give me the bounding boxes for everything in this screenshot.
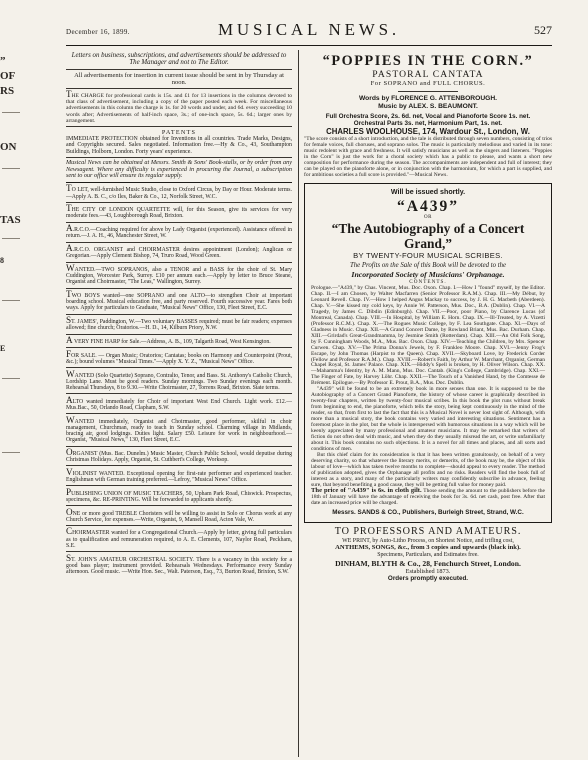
book-title-short: “A439” [397, 198, 459, 216]
page-number: 527 [534, 23, 552, 37]
page-header [66, 20, 552, 42]
drop-letter: T [66, 203, 72, 214]
bleed-rule [2, 168, 20, 169]
divider [66, 222, 292, 223]
divider [66, 242, 292, 243]
book-price-para [311, 488, 545, 507]
contents-list: Prologue.—"A439," by Chas. Vincent, Mus. Doc. Oxon. Chap. I.—How I "found" myself, by the Editor. Chap. II.—I am Chosen, by Walter Macfarren (Senior Professor R.A.M.). Chap. III.—My Début, by Leonard Revell. Chap. IV.—How I helped Angus Mackay to success, by J. H. G. Macbeth (Aberdeen). Chap. V.—She kissed my cold keys, by Annie W. Patterson, Mus. Doc., B.A. (Dublin). Chap. VI.—A Tragedy, by James C. Dibdin (Edinburgh). Chap. VII.—Poor, poor Piano, by Clarence Lucas (of Montreal, Canada). Chap. VIII.—In Hospital, by William E. Horn. Chap. IX.—Ill-Treated, by A. Vizetti (Professor R.C.M.). Chap. X.—The Rogues Music College, by F. Lea Southgate. Chap. XI.—Days of Gladness in Music. Chap. XII.—A Grand Concert Dame, by Rowland Briant, Mus. Bac. Durham. Chap. XIII.—Grirdad's Great-Grandmamma, by Jesmine Smith (Rotterdam). Chap. XIII.—An Old Folk Song, by F. Cunningham Woods, M.A., Mus. Bac. Oxon. Chap. XIV.—Teaching the Children, by Mrs. Spencer Curwen. Chap. XV.—The Prima Donna's Jewels, by F. Frankleo Moore. Chap. XVI.—Jenny Frog's Escape, by John Thomas (Harpist to the Queen). Chap. XVII.—Skyboard Love, by Frederick Corder (Fellow and Professor R.A.M.). Chap. XVIII.—Robert's Faith, by Arthur W. Marchant, Organist, German Chapel Royal, St. James' Palace. Chap. XIX.—Hiddy's Spell is broken, by H. Oliver Wilson. Chap. XX.—Mahamma's Identity, by A. M. Mann, Mus. Doc. Cantab. (King's College, Cambridge). Chap. XXI.—The Finger of Fate, by Harvey Löhr. Chap. XXII.—The Touch of a Vanished Hand, by the Comtesse de Brément. Epilogue.—By Professor E. Prout, B.A., Mus. Doc. Dublin. [311, 285, 545, 387]
drop-letter: O [66, 446, 73, 457]
ad-text: IOLINIST WANTED. Exceptional opening for first-rate performer and experienced teacher. Englishman with German training preferred.—Lefroy, "Musical News" Office. [66, 470, 292, 483]
divider [66, 465, 292, 466]
bleed-fragment: OF [0, 70, 16, 82]
parts-prices: Orchestral Parts 3s. net, Harmonium Part, 1s. net. [353, 120, 503, 128]
drop-letter: T [66, 289, 72, 300]
ad-text: T. JAMES', Paddington, W.—Two voluntary BASSES required; must be fair readers; expenses allowed; fine church; Oratorios.—H. D., 14, Kilburn Priory, N.W. [66, 319, 292, 332]
classified-ad [66, 488, 292, 503]
profits-note: The Profits on the Sale of this Book will be devoted to the [349, 262, 507, 270]
book-authors: BY TWENTY-FOUR MUSICAL SCRIBES. [353, 251, 503, 261]
ad-text: VERY FINE HARP for Sale.—Address, A. B., 109, Talgarth Road, West Kensington. [72, 339, 271, 346]
business-notice: Letters on business, subscriptions, and advertisements should be addressed to The Manager and not to The Editor. [71, 52, 287, 67]
ad-text: ANTED immediately, Organist and Choirmaster, good performer, skilful in choir management, Churchman, ready to teach in Sunday school. Charming village in Midlands, bracing air, good lodgings. Duties light. Salary £50. Leisure for work in neighbourhood.—Organist, "Musical News," 130, Fleet Street, E.C. [66, 418, 292, 444]
drop-letter: S [66, 315, 72, 326]
words-credit: Words by FLORENCE G. ATTENBOROUGH. [358, 95, 498, 102]
insertion-notice: All advertisements for insertion in current issue should be sent in by Thursday at noon. [74, 71, 284, 86]
bleed-fragment: RS [0, 85, 15, 97]
classified-ad [66, 245, 292, 260]
drop-letter: C [66, 526, 73, 537]
publisher-sands: Messrs. SANDS & CO., Publishers, Burleigh Street, Strand, W.C. [332, 509, 524, 517]
divider [66, 505, 292, 506]
column-divider [298, 50, 299, 757]
divider [66, 413, 292, 414]
drop-letter: W [66, 262, 75, 273]
classified-ads [66, 185, 292, 575]
bleed-fragment: ON [0, 141, 17, 153]
cantata-review: "The score consists of a short introduction, and the tale is distributed through seven numbers, consisting of trios for female voices, full choruses, and soprano solos. The music is particularly melodious and varied in its tone: music redolent with grace and freshness. It will satisfy musicians as well as the singers and listeners. "Poppies in the Corn" is just the work for a choral society which has a public to please, and wants a short new composition for performance during the season. The accompaniments are independent and full of interest; they can be played on the pianoforte alone, or in conjunction with the harmonium, for which a part is supplied, and for ambitious societies a full score is provided."—Musical News. [304, 136, 552, 179]
ad-text: T. JOHN'S AMATEUR ORCHESTRAL SOCIETY. There is a vacancy in this society for a good bass player; instrument provided. Rehearsals Wednesdays. Performance every Sunday afternoon. Good music. —Write Hon. Sec., Walt. Paterson, Esq., 73, Burton Road, Brixton, S.W. [66, 556, 292, 575]
divider [66, 485, 292, 486]
bleed-fragment: TAS [0, 214, 21, 226]
classified-ad [66, 337, 292, 346]
drop-letter: S [66, 552, 72, 563]
ad-text: HOIRMASTER wanted for a Congregational Church.—Apply by letter, giving full particulars as to qualification and remuneration required, to A. E. Clements, 107, Naylor Road, Peckham, S.E. [66, 530, 292, 549]
book-price: The price of "A439" is 6s. in cloth gilt. [311, 487, 422, 495]
ad-text: .R.C.O.—Coaching required for above by Lady Organist (experienced). Assistance offered in return.—J. A. H., 46, Manchester Street, W. [66, 227, 292, 240]
drop-letter: W [66, 414, 75, 425]
divider [66, 525, 292, 526]
patents-text: IMMEDIATE PROTECTION obtained for Inventions in all countries. Trade Marks, Designs, and Copyrights secured. Sales negotiated. Information free.—Hy & Co., 43, Southampton Buildings, Holborn, London. Forty years' experience. [66, 136, 292, 155]
contents-heading: CONTENTS. [409, 279, 447, 286]
bleed-fragment: E [0, 344, 6, 353]
charge-notice [66, 88, 292, 124]
classified-ad [66, 317, 292, 332]
patents-heading: PATENTS [161, 129, 197, 137]
drop-letter: T [66, 88, 72, 99]
right-column [304, 52, 552, 757]
drop-letter: F [66, 348, 72, 359]
cantata-subtitle: PASTORAL CANTATA [372, 69, 484, 80]
classified-ad [66, 350, 292, 365]
classified-ad [66, 205, 292, 220]
ad-text: ANTED (Solo Quartette) Soprano, Contralto, Tenor, and Bass. St. Anthony's Catholic Church, Lordship Lane. Must be good readers. Sunday mornings. Two Sunday evenings each month. Rehearsal Thursdays, 8 to 9.30.—Write Choirmaster, 27, Torrens Road, Brixton. State terms. [66, 372, 292, 391]
music-credit: Music by ALEX. S. BEAUMONT. [378, 103, 478, 110]
divider [66, 446, 292, 447]
divider [66, 182, 292, 183]
or-word: OR [424, 215, 432, 221]
drop-letter: V [66, 466, 73, 477]
divider [66, 288, 292, 289]
printing-line-3: Specimens, Particulars, and Estimates free. [377, 551, 479, 558]
bleed-fragment: 8 [0, 256, 4, 265]
divider [66, 334, 292, 335]
book-title: “The Autobiography of a Concert Grand,” [331, 221, 525, 252]
book-appeal: But this chief claim for its consideration is that it has been written gratuitously, on behalf of a very deserving charity, so that whatever the literary merits, or demerits, of the book may be, the object of this labour of love—which has taken twelve months to complete—should appeal to every reader. The method of publication adopted, gives the Orphanage all profits and no risks. Readers will find the book full of interest as a story, and many of the particularly writers may confidently subscribe in advance, feeling sure, that beyond benefiting a good cause, they will be getting full value for money paid. [311, 451, 545, 488]
drop-letter: W [66, 368, 75, 379]
divider [66, 69, 292, 70]
ad-text: WO BOYS wanted—one SOPRANO and one ALTO—to strengthen Choir at important boarding school. Musical education free, and party reserved. Fourth successive year. Fares both ways. Apply for particulars to Graduate, "Musical News" Office, 130, Fleet Street, E.C. [66, 293, 292, 312]
ad-text: ANTED.—TWO SOPRANOS, also a TENOR and a BASS for the choir of St. Mary Cuddington, Worcester Park, Surrey. £10 per annum each.—Apply by letter to Bruce Steane, Organist and Choirmaster, "The Leas," Wallington, Surrey. [66, 266, 292, 286]
divider [66, 202, 292, 203]
bleed-rule [2, 112, 20, 113]
issued-shortly: Will be issued shortly. [390, 188, 466, 197]
classified-ad [66, 396, 292, 411]
divider [66, 393, 292, 394]
ad-text: HE CITY OF LONDON QUARTETTE will, for this Season, give its services for very moderate fees.—43, Loughborough Road, Brixton. [66, 207, 292, 220]
divider [66, 551, 292, 552]
cantata-voices: For SOPRANO and FULL CHORUS. [370, 80, 486, 87]
bleed-rule [2, 378, 20, 379]
classified-ad [66, 446, 292, 464]
ad-text: O LET, well-furnished Music Studio, close to Oxford Circus, by Day or Hour. Moderate terms.—Apply A. B. C., c/o Iles, Baker & Co., 12, Norfolk Street, W.C. [66, 187, 292, 200]
classified-ad [66, 554, 292, 575]
musical-news-note: Musical News can be obtained at Messrs. Smith & Sons' Book-stalls, or by order from any Newsagent. Where any difficulty is experienced in procuring the Journal, a subscription sent to our office will ensure its regular supply. [66, 158, 292, 180]
book-description: "A439" will be found to be an extremely book in more senses than one. It is supposed to be the Autobiography of a Concert Grand Pianoforte, the history of whose career is graphically described in twenty-four chapters, written by twenty-four musical scribes. In this book the plot runs without break from beginning to end, the pianoforte, which tells the story, being kept continuously in the mind of the reader, so that, from first to last the fact that this is a Musical Novel is never lost sight of. Although, with more than a musical story, the book contains very varied and interesting situations. Sentiment has a foremost place in the plot, but the whole is interspersed with humorous situations in a way which will be keenly appreciated by many professional and amateur musicians. It may be remarked that writers of fiction do not often deal with music, and when they do they usually misread the art, or write unfamiliarly about it. This book contains no such objections. It is a novel for all times and places, and all sorts and conditions of men. [311, 386, 545, 452]
drop-letter: A [66, 243, 73, 254]
ad-text: UBLISHING UNION OF MUSIC TEACHERS, 50, Upham Park Road, Chiswick. Prospectus, specimens, &c. RE-PRINTING. Will be forwarded to applicants shortly. [66, 490, 292, 503]
classified-ad [66, 291, 292, 312]
bleed-rule [2, 238, 20, 239]
ad-text: .R.C.O. ORGANIST and CHOIRMASTER desires appointment (London); Anglican or Gregorian.—Apply Clement Bishop, 74, Truro Road, Wood Green. [66, 247, 292, 260]
divider [66, 314, 292, 315]
classified-ad [66, 185, 292, 200]
masthead-title: MUSICAL NEWS. [218, 20, 400, 39]
drop-letter: O [66, 506, 73, 517]
orders-note: Orders promptly executed. [387, 575, 469, 583]
divider [66, 347, 292, 348]
previous-page-bleed [0, 0, 24, 760]
score-prices: Full Orchestra Score, 2s. 6d. net, Vocal and Pianoforte Score 1s. net. [325, 113, 531, 120]
header-rule [66, 45, 552, 46]
classified-ad [66, 508, 292, 523]
divider [66, 262, 292, 263]
divider [66, 367, 292, 368]
classified-ad [66, 528, 292, 549]
ad-text: NE or more good TREBLE Choristers will be willing to assist in Solo or Chorus work at any Church Service, for expenses.—Write, Organist, 9, Mansell Road, Acton Vale, W. [66, 510, 292, 523]
classified-ad [66, 262, 292, 286]
cantata-title: “POPPIES IN THE CORN.” [322, 53, 534, 69]
established-year: Established 1873. [405, 567, 451, 575]
bleed-rule [2, 300, 20, 301]
drop-letter: A [66, 335, 73, 346]
drop-letter: T [66, 183, 72, 194]
drop-letter: A [66, 394, 73, 405]
book-price-terms: Those sending the amount to the publishers before the 18th of January will have the advantage of receiving the book for 3s. 6d. net cash, post free. After that date an increased price will be charged. [311, 488, 546, 507]
classified-ad [66, 225, 292, 240]
left-column [66, 52, 292, 757]
divider [66, 157, 292, 158]
ad-text: RGANIST (Mus. Bac. Dunelm.) Music Master, Church Public School, would deputise during Christmas Holidays. Apply, Organist, St. Cuthbert's College, Worksop. [66, 450, 292, 464]
drop-letter: P [66, 486, 72, 497]
publisher-woolhouse: CHARLES WOOLHOUSE, 174, Wardour St., London, W. [326, 127, 530, 137]
society-name: Incorporated Society of Musicians' Orphanage. [351, 270, 505, 280]
printing-line-2: ANTHEMS, SONGS, &c., from 3 copies and upwards (black ink). [335, 544, 521, 552]
ad-text: LTO wanted immediately for Choir of important West End Church. Light work. £12.—Mus.Bac., 50, Orlando Road, Clapham, S.W. [66, 398, 292, 411]
classified-ad [66, 468, 292, 483]
charge-text: HE CHARGE for professional cards is 15s. and £1 for 13 insertions in the columns devoted to that class of advertisement, including a copy of the paper posted each week. For miscellaneous advertisements in this column the charge is 1s. for 20 words and under, and 6d. every succeeding 10 words after; Advertisements of half-inch space, 3s.; of one-inch space, 5s. 6d.; larger ones by arrangement. [66, 92, 292, 124]
bleed-fragment: ” [0, 55, 6, 67]
issue-date: December 16, 1899. [66, 28, 130, 36]
drop-letter: A [66, 223, 73, 234]
divider [398, 91, 458, 92]
classified-ad [66, 370, 292, 391]
printing-line-1: WE PRINT, by Auto-Litho Process, on Shortest Notice, and trifling cost, [342, 538, 514, 545]
autobiography-advert [304, 183, 552, 523]
ad-text: OR SALE. — Organ Music; Oratorios; Cantatas; books on Harmony and Counterpoint (Prout, &c.); bound volumes "Musical Times."—Apply X. Y. Z., "Musical News" Office. [66, 352, 292, 365]
divider [66, 126, 292, 127]
divider [66, 88, 292, 89]
classified-ad [66, 416, 292, 443]
printing-heading: TO PROFESSORS AND AMATEURS. [334, 526, 522, 538]
bleed-rule [2, 452, 20, 453]
printer-address: DINHAM, BLYTH & Co., 28, Fenchurch Street, London. [335, 558, 521, 568]
